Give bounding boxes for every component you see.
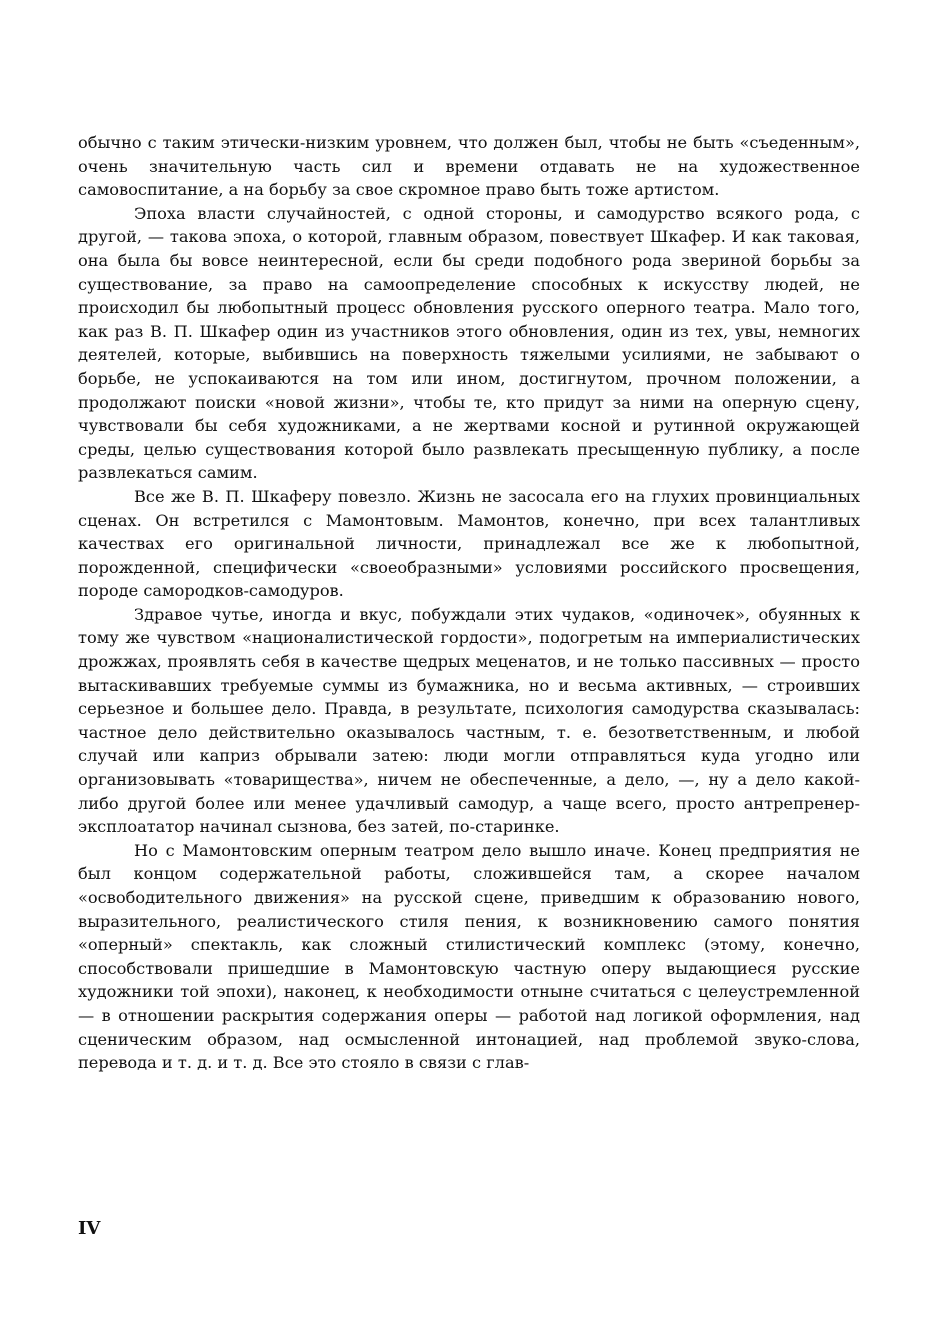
paragraph-2: Эпоха власти случайностей, с одной стороны, и самодурство всякого рода, с другой, — такова эпоха, о которой, главным образом, повествует Шкафер. И как таковая, она была бы вовсе неинтересной, если бы среди подобного рода звериной борьбы за существование, за право на самоопределение способных к искусству людей, не происходил бы любопытный процесс обновления русского оперного театра. Мало того, как раз В. П. Шкафер один из участников этого обновления, один из тех, увы, немногих деятелей, которые, выбившись на поверхность тяжелыми усилиями, не забывают о борьбе, не успокаиваются на том или ином, достигнутом, прочном положении, а продолжают поиски «новой жизни», чтобы те, кто придут за ними на оперную сцену, чувствовали бы себя художниками, а не жертвами косной и рутинной окружающей среды, целью существования которой было развлекать пресыщенную публику, а после развлекаться самим. xyxy=(78,203,860,483)
paragraph-1: обычно с таким этически-низким уровнем, что должен был, чтобы не быть «съеденным», очень значительную часть сил и времени отдавать не на художественное самовоспитание, а на борьбу за свое скромное право быть тоже артистом. xyxy=(78,133,860,200)
paragraph-3: Все же В. П. Шкаферу повезло. Жизнь не засосала его на глухих провинциальных сценах. Он встретился с Мамонтовым. Мамонтов, конечно, при всех талантливых качествах его оригинальной личности, принадлежал все же к любопытной, порожденной, специфически «своеобразными» условиями российского просвещения, породе самородков-самодуров. xyxy=(78,486,860,601)
page-text xyxy=(78,131,860,1075)
paragraph-4: Здравое чутье, иногда и вкус, побуждали этих чудаков, «одиночек», обуянных к тому же чувством «националистической гордости», подогретым на империалистических дрожжах, проявлять себя в качестве щедрых меценатов, и не только пассивных — просто вытаскивавших требуемые суммы из бумажника, но и весьма активных, — строивших серьезное и большее дело. Правда, в результате, психология самодурства сказывалась: частное дело действительно оказывалось частным, т. е. безответственным, и любой случай или каприз обрывали затею: люди могли отправляться куда угодно или организовывать «товарищества», ничем не обеспеченные, а дело, —, ну а дело какой-либо другой более или менее удачливый самодур, а чаще всего, просто антрепренер-эксплоататор начинал сызнова, без затей, по-старинке. xyxy=(78,604,860,837)
paragraph-5: Но с Мамонтовским оперным театром дело вышло иначе. Конец предприятия не был концом содержательной работы, сложившейся там, а скорее началом «освободительного движения» на русской сцене, приведшим к образованию нового, выразительного, реалистического стиля пения, к возникновению самого понятия «оперный» спектакль, как сложный стилистический комплекс (этому, конечно, способствовали пришедшие в Мамонтовскую частную оперу выдающиеся русские художники той эпохи), наконец, к необходимости отныне считаться с целеустремленной — в отношении раскрытия содержания оперы — работой над логикой оформления, над сценическим образом, над осмысленной интонацией, над проблемой звуко-слова, перевода и т. д. и т. д. Все это стояло в связи с глав- xyxy=(78,840,860,1073)
page-number: IV xyxy=(78,1218,101,1239)
